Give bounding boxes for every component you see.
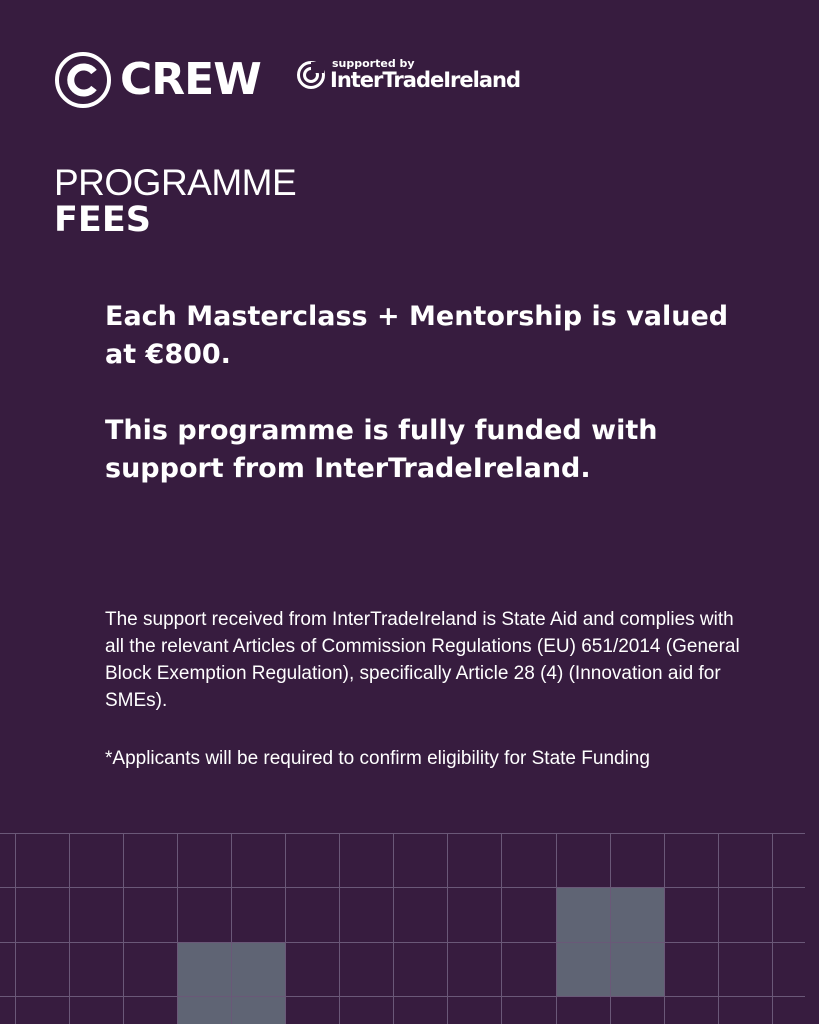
state-aid-notice: The support received from InterTradeIreland is State Aid and complies with all the relevant Articles of Commission Regulations (EU) 651/2014 (General Block Exemption Regulation), specifically Article 28 (4) (Innovation aid for SMEs). [105,609,740,711]
title-line-fees: FEES [54,200,151,240]
crew-logo [54,50,261,110]
intertradeireland-logo [296,58,520,91]
intertradeireland-wordmark: InterTradeIreland [330,68,520,92]
title-line-programme: PROGRAMME [54,162,297,203]
grid-block-right [557,888,664,997]
grid-block-left [178,942,285,1024]
crew-logo-icon [54,51,112,109]
eligibility-note: *Applicants will be required to confirm eligibility for State Funding [105,748,650,769]
value-statement: Each Masterclass + Mentorship is valued at €800. [105,301,729,370]
page-title [54,164,296,238]
fees-statement [105,298,765,526]
crew-wordmark: CREW [120,54,261,105]
intertradeireland-mark-icon [296,60,326,90]
supported-by-label: supported by [332,57,415,70]
funding-statement: This programme is fully funded with support from InterTradeIreland. [105,415,658,484]
